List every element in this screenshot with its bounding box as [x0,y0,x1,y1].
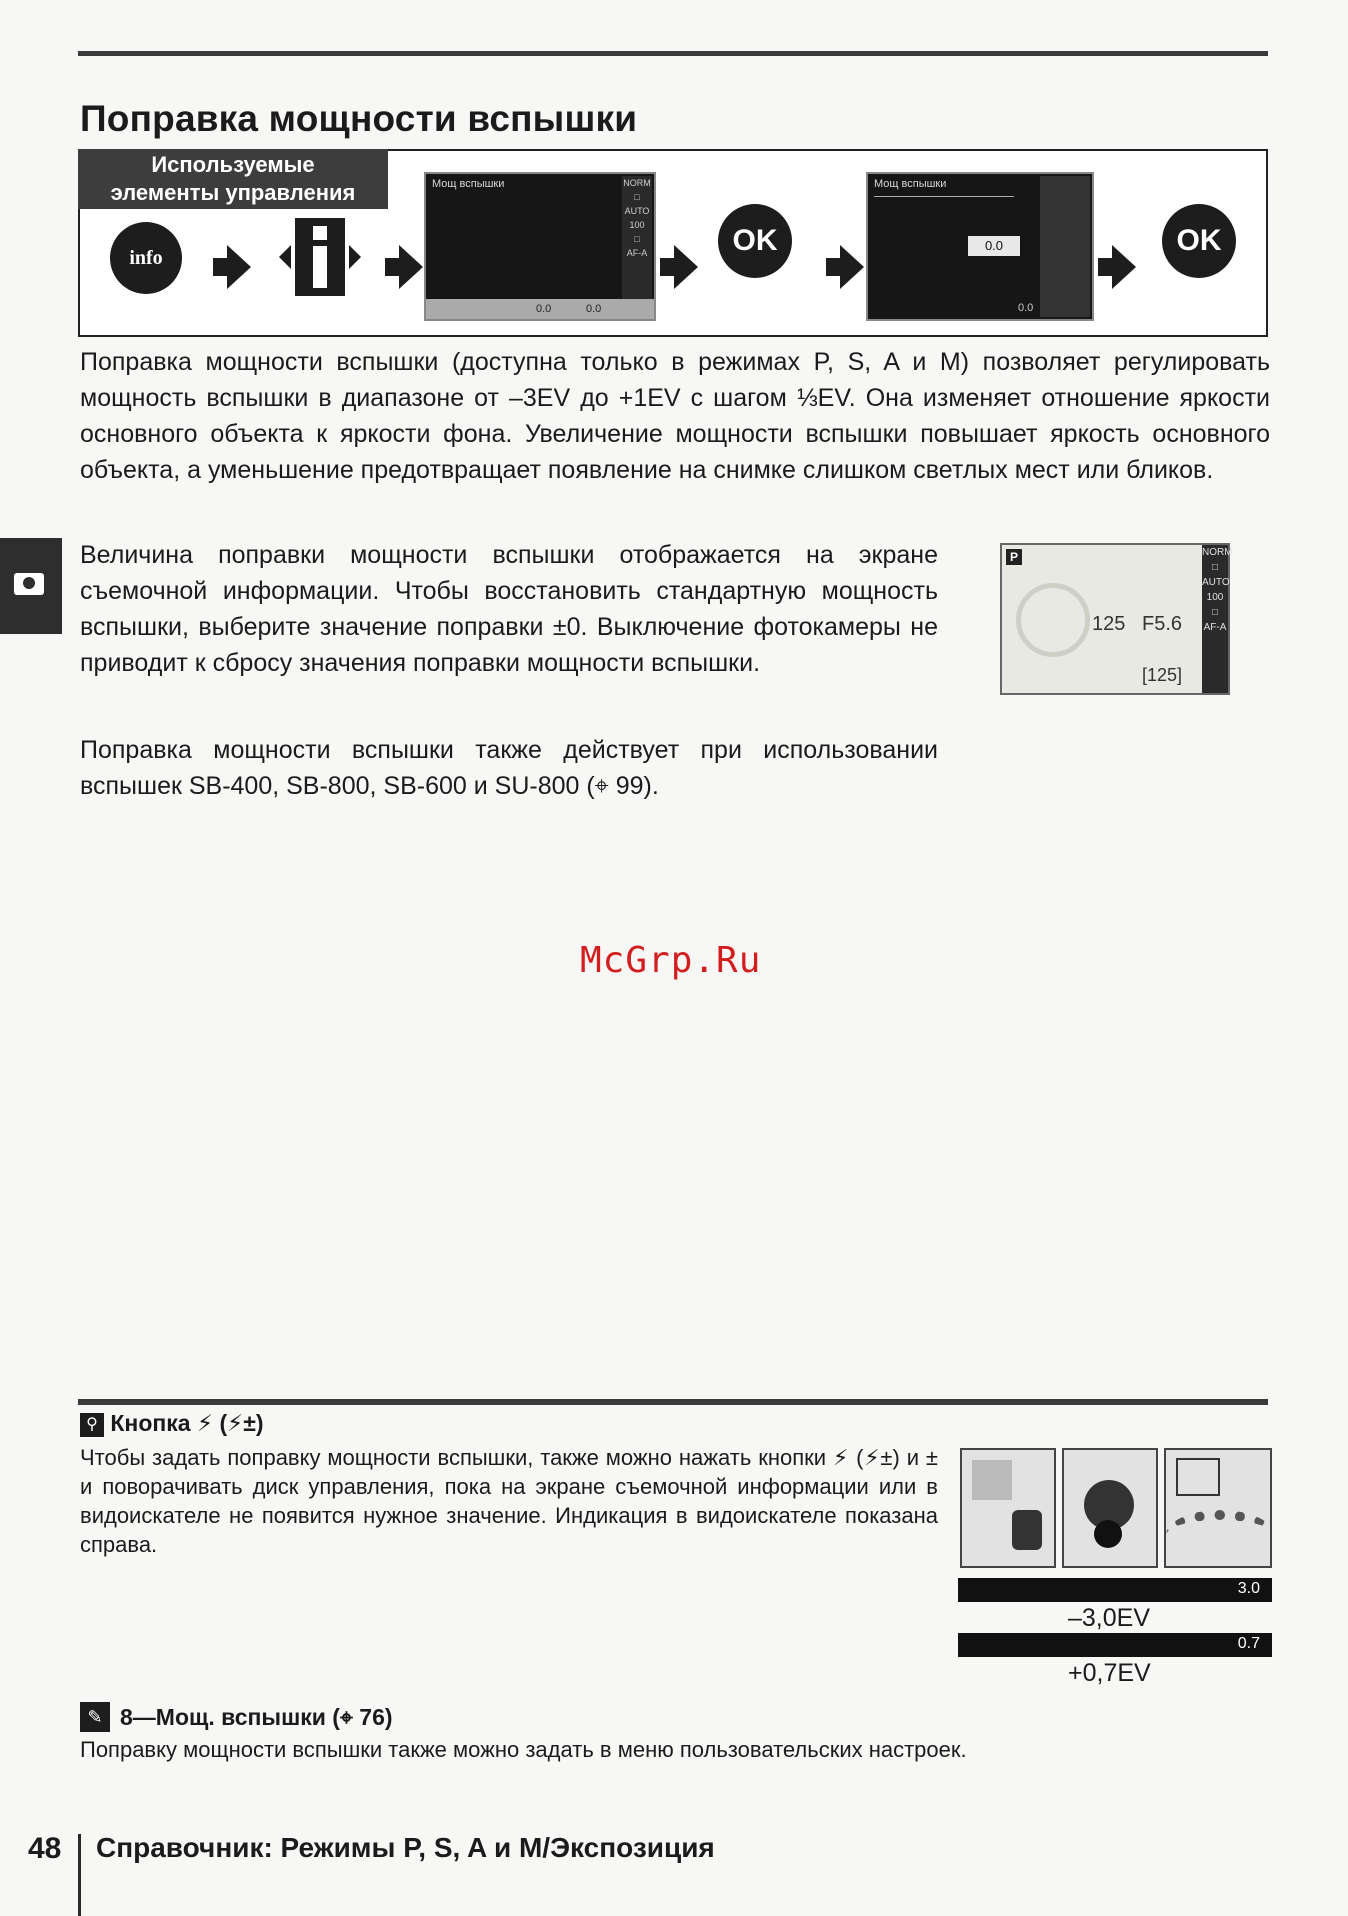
note-body: Поправку мощности вспышки также можно задать в меню пользовательских настроек. [80,1737,967,1762]
footer-rule [78,1834,81,1916]
vf1-caption: –3,0EV [1068,1604,1151,1632]
shooting-info-display [1000,543,1233,695]
lcd-circle [1016,583,1090,657]
magnifier-icon: ⚲ [80,1413,104,1437]
camera-lens [23,577,35,589]
screen1-side: NORM □ AUTO 100 □ AF-A [622,176,652,299]
ok-button-icon: OK [718,204,792,278]
lcd-shutter: 125 [1092,613,1126,635]
lcd-frames: [125] [1142,665,1183,685]
page-number: 48 [28,1832,62,1865]
camera-photo-1 [960,1448,1056,1568]
vf2-caption: +0,7EV [1068,1659,1151,1687]
paragraph-speedlights: Поправка мощности вспышки также действует при использовании вспышек SB-400, SB-800, SB-600 и SU-800 (⌖ 99). [80,736,938,800]
screen2-bottom: 0.0 [1018,302,1034,314]
camera-photo-3 [1164,1448,1272,1568]
tip-heading-text: Кнопка ⚡ (⚡±) [110,1410,264,1436]
ok-button-icon: OK [1162,204,1236,278]
info-button-icon: info [110,222,182,294]
pencil-icon: ✎ [80,1702,110,1732]
tip-heading [80,1410,264,1437]
footer-title: Справочник: Режимы P, S, A и M/Экспозиция [96,1832,715,1863]
screen1-title: Мощ вспышки [432,178,505,190]
viewfinder-bar-1 [958,1578,1272,1602]
flash-value-box: 0.0 [968,236,1020,256]
paragraph-display: Величина поправки мощности вспышки отображается на экране съемочной информации. Чтобы восстановить стандартную мощность вспышки, выберите значение поправки ±0. Выключение фотокамеры не приводит к сбросу значения поправки мощности вспышки. [80,541,938,677]
controls-label-line2: элементы управления [110,180,356,205]
tip-body: Чтобы задать поправку мощности вспышки, также можно нажать кнопки ⚡ (⚡±) и ± и поворачивать диск управления, пока на экране съемочной информации или в видоискателе не появится нужное значение. Индикация в видоискателе показана справа. [80,1445,938,1557]
menu-screen-1 [424,172,656,321]
viewfinder-bar-2 [958,1633,1272,1657]
lcd-aperture: F5.6 [1142,613,1183,635]
vf2-value: 0.7 [1237,1635,1260,1652]
camera-photo-2 [1062,1448,1158,1568]
top-rule [78,51,1268,56]
controls-label [78,149,388,209]
i-button-icon [277,214,363,300]
screen1-bottom-bar: 0.0 0.0 [426,299,654,319]
controls-label-line1: Используемые [151,152,315,177]
page-title: Поправка мощности вспышки [80,98,638,139]
vf1-value: 3.0 [1237,1580,1260,1597]
tip-rule [78,1399,1268,1405]
lcd-side: NORM □ AUTO 100 □ AF-A [1202,545,1228,693]
watermark: McGrp.Ru [580,940,762,981]
screen2-title: Мощ вспышки [874,178,947,190]
lcd-mode: P [1006,549,1022,565]
menu-screen-2 [866,172,1094,321]
paragraph-intro: Поправка мощности вспышки (доступна только в режимах P, S, A и M) позволяет регулировать мощность вспышки в диапазоне от –3EV до +1EV с шагом ⅓EV. Она изменяет отношение яркости основного объекта к яркости фона. Увеличение мощности вспышки повышает яркость основного объекта, а уменьшение предотвращает появление на снимке слишком светлых мест или бликов. [80,348,1270,484]
note-heading: 8—Мощ. вспышки (⌖ 76) [120,1704,393,1730]
